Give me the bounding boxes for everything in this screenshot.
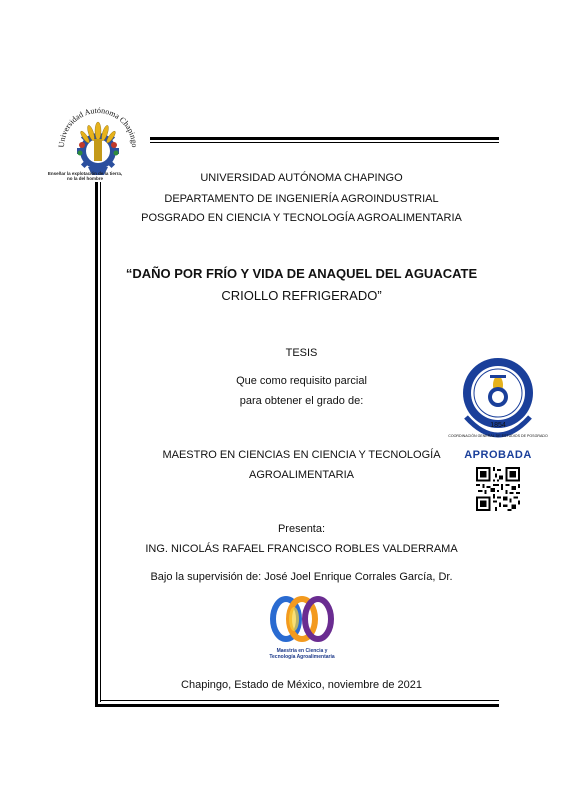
frame-bottom-line-thin xyxy=(100,700,499,701)
frame-bottom-line-thick xyxy=(95,704,499,707)
program-logo-caption xyxy=(246,648,358,660)
supervision-line: Bajo la supervisión de: José Joel Enrique Corrales García, Dr. xyxy=(150,571,453,583)
author-name: ING. NICOLÁS RAFAEL FRANCISCO ROBLES VALDERRAMA xyxy=(145,543,458,555)
program-logo xyxy=(266,594,338,644)
thesis-title-line2: CRIOLLO REFRIGERADO” xyxy=(221,288,382,303)
stamp-caption: COORDINACIÓN GENERAL DE ESTUDIOS DE POSGRADO xyxy=(448,434,548,438)
degree-line1: MAESTRO EN CIENCIAS EN CIENCIA Y TECNOLOGÍA xyxy=(162,449,441,461)
frame-left-line-thin xyxy=(100,182,101,702)
university-name: UNIVERSIDAD AUTÓNOMA CHAPINGO xyxy=(200,172,403,184)
program-logo-caption-line2: Tecnología Agroalimentaria xyxy=(269,654,335,660)
frame-top-line-thin xyxy=(150,142,499,143)
university-motto-line2: no la del hombre xyxy=(66,176,103,181)
frame-left-line-thick xyxy=(95,182,98,707)
requirement-line1: Que como requisito parcial xyxy=(236,375,367,387)
stamp-year: 1854 xyxy=(490,422,506,429)
place-date: Chapingo, Estado de México, noviembre de 2021 xyxy=(181,679,422,691)
university-arc-text: Universidad Autónoma Chapingo xyxy=(56,105,140,148)
approval-stamp xyxy=(448,355,548,453)
qr-code xyxy=(476,467,520,511)
degree-line2: AGROALIMENTARIA xyxy=(249,469,354,481)
department-name: DEPARTAMENTO DE INGENIERÍA AGROINDUSTRIAL xyxy=(164,193,439,205)
frame-top-line-thick xyxy=(150,137,499,140)
requirement-line2: para obtener el grado de: xyxy=(239,395,364,407)
university-motto-line1: Enseñar la explotación de la tierra, xyxy=(47,171,123,176)
document-type: TESIS xyxy=(285,347,318,359)
program-logo-caption-line1: Maestría en Ciencia y xyxy=(276,648,328,654)
thesis-title-line1: “DAÑO POR FRÍO Y VIDA DE ANAQUEL DEL AGUACATE xyxy=(125,266,478,281)
program-name: POSGRADO EN CIENCIA Y TECNOLOGÍA AGROALIMENTARIA xyxy=(141,212,462,224)
presents-label: Presenta: xyxy=(277,523,326,535)
stamp-status: APROBADA xyxy=(464,449,532,461)
